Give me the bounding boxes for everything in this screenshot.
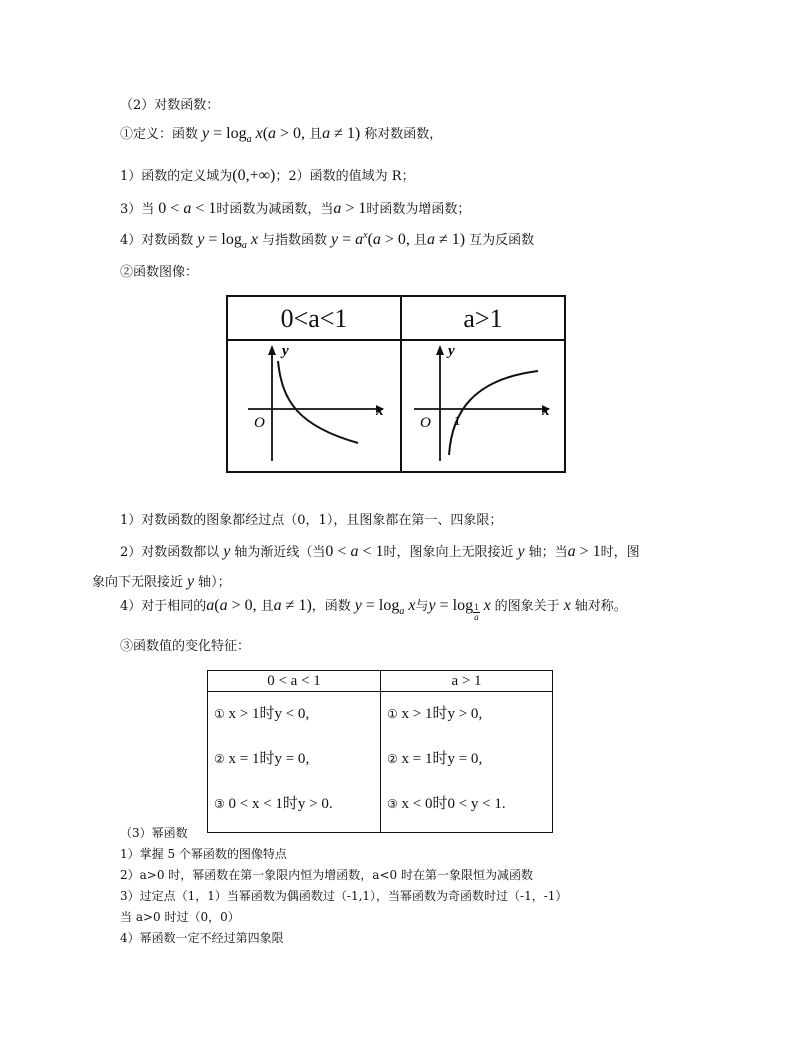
graph-increasing	[402, 341, 566, 471]
origin-label: O	[420, 415, 431, 431]
inverse-and: 且	[413, 233, 427, 248]
marker: ①	[387, 707, 398, 721]
log-curve-decreasing	[278, 361, 358, 443]
monotonic-c: 时函数为增函数；	[366, 202, 471, 217]
range-text: ；2）函数的值域为 R；	[275, 169, 415, 184]
section3-line3b: 当 a>0 时过（0，0）	[120, 910, 240, 924]
inverse-c: 互为反函数	[469, 233, 535, 248]
fact-2-cont: 象向下无限接近 y 轴）；	[92, 573, 231, 590]
left-cell	[208, 692, 381, 833]
fact-4-c: 与	[415, 599, 429, 614]
col-header-left	[208, 671, 381, 692]
section3-title: （3）幂函数	[120, 826, 188, 840]
domain-interval: (0,+∞)	[232, 167, 276, 184]
fact-2-c: 时，图象向上无限接近	[383, 545, 514, 560]
right-row-text: x < 0时0 < y < 1	[401, 796, 502, 812]
domain-line	[120, 167, 415, 186]
graph-title: ②函数图像：	[120, 265, 199, 280]
fact-2-d: 轴；当	[528, 545, 568, 560]
left-row-2: ② x = 1时y = 0,	[214, 751, 310, 767]
fact-2-f: 象向下无限接近	[92, 575, 184, 590]
right-row-1: ① x > 1时y > 0,	[387, 706, 483, 722]
definition-prefix: ①定义：函数	[120, 127, 199, 142]
one-label: 1	[454, 413, 461, 428]
right-row-2: ② x = 1时y = 0,	[387, 751, 483, 767]
inverse-line: 4）对数函数 $y = \log_a x$ 与指数函数 $y = a^x(a > 0$, 且a ≠ 1) 互为反函数	[120, 230, 535, 251]
fact-4: 4）对于相同的a(a > 0, 且a ≠ 1)，函数 $y = \log_a x$与y = log $\frac{1}{a}$ x 的图象关于 x 轴对称。	[120, 597, 627, 622]
y-label: y	[282, 343, 289, 359]
section3-line4: 4）幂函数一定不经过第四象限	[120, 931, 284, 945]
value-change-table	[207, 670, 553, 833]
fact-2-a: 2）对数函数都以	[120, 545, 220, 560]
monotonic-b: 时函数为减函数，当	[216, 202, 334, 217]
left-row-1: ① x > 1时y < 0,	[214, 706, 310, 722]
right-row-text: x > 1时y > 0	[401, 706, 479, 722]
col-header-right-text: a > 1	[451, 672, 482, 689]
right-cell	[381, 692, 553, 833]
marker: ③	[387, 797, 398, 811]
section3-line3: 3）过定点（1，1）当幂函数为偶函数过（-1,1），当幂函数为奇函数时过（-1，-1）	[120, 889, 568, 903]
y-label: y	[448, 343, 455, 359]
fact-2: 2）对数函数都以 y 轴为渐近线（当0 < a < 1时，图象向上无限接近 y 轴；当a > 1时，图	[120, 543, 640, 560]
monotonic-line: 3）当 0 < a < 1时函数为减函数，当a > 1时函数为增函数；	[120, 200, 471, 217]
x-label: x	[376, 403, 384, 419]
graph-header-right: a>1	[463, 304, 503, 333]
monotonic-a: 3）当	[120, 202, 155, 217]
fact-4-e: 轴对称。	[574, 599, 627, 614]
col-header-right	[381, 671, 553, 692]
fact-4-and: 且	[260, 599, 274, 614]
fact-2-g: 轴）；	[198, 575, 231, 590]
change-title: ③函数值的变化特征：	[120, 639, 251, 654]
definition-suffix: 称对数函数，	[364, 127, 443, 142]
graph-header-left: 0<a<1	[280, 304, 348, 333]
inverse-b: 与指数函数	[261, 233, 327, 248]
marker: ①	[214, 707, 225, 721]
section-title: （2）对数函数：	[120, 98, 220, 113]
col-header-left-text: 0 < a < 1	[267, 672, 321, 689]
log-curve-increasing	[449, 371, 538, 455]
fact-2-b: 轴为渐近线（当	[234, 545, 326, 560]
fact-2-e: 时，图	[600, 545, 640, 560]
origin-label: O	[254, 415, 265, 431]
definition-and: 且	[309, 127, 323, 142]
section3-line2: 2）a>0 时，幂函数在第一象限内恒为增函数，a<0 时在第一象限恒为减函数	[120, 868, 533, 882]
section3-line1: 1）掌握 5 个幂函数的图像特点	[120, 847, 287, 861]
marker: ②	[387, 752, 398, 766]
inverse-a: 4）对数函数	[120, 233, 194, 248]
left-row-text: x = 1时y = 0	[228, 751, 306, 767]
right-row-text: x = 1时y = 0	[401, 751, 479, 767]
y-axis-arrow	[268, 345, 276, 355]
left-row-3: ③ 0 < x < 1时y > 0.	[214, 796, 333, 812]
y-axis-arrow	[436, 345, 444, 355]
x-label: x	[542, 403, 550, 419]
fact-4-b: ，函数	[311, 599, 351, 614]
left-row-text: x > 1时y < 0	[228, 706, 306, 722]
marker: ②	[214, 752, 225, 766]
fact-4-d: 的图象关于	[494, 599, 560, 614]
graph-decreasing	[228, 341, 400, 471]
left-row-text: 0 < x < 1时y > 0	[228, 796, 329, 812]
function-graph-table	[226, 295, 566, 473]
fact-4-a: 4）对于相同的	[120, 599, 207, 614]
right-row-3: ③ x < 0时0 < y < 1.	[387, 796, 506, 812]
definition-line: ①定义：函数 $y = \log_a x(a > 0$, 且a ≠ 1) 称对数函数，	[120, 125, 443, 145]
fact-1: 1）对数函数的图象都经过点（0，1），且图象都在第一、四象限；	[120, 513, 503, 528]
marker: ③	[214, 797, 225, 811]
domain-text: 1）函数的定义域为	[120, 169, 233, 184]
